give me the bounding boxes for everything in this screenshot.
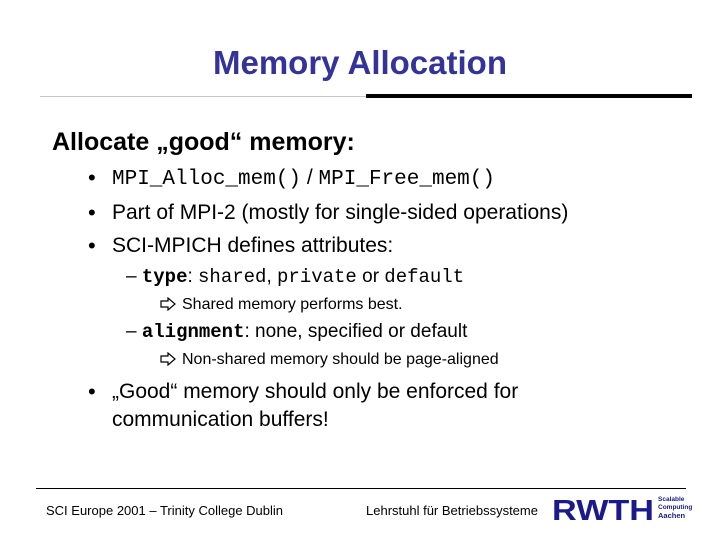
bullet-item-1 <box>88 164 495 194</box>
note-text: Shared memory performs best. <box>182 296 403 313</box>
alignment-values: : none, specified or default <box>244 321 468 342</box>
bullet-icon: • <box>88 165 96 190</box>
right-arrow-icon <box>160 297 176 316</box>
logo-line1: Scalable <box>658 496 685 503</box>
function-alloc: MPI_Alloc_mem() <box>112 168 302 191</box>
note-2 <box>160 351 499 371</box>
bullet-text-line1: „Good“ memory should only be enforced for <box>112 380 519 403</box>
dash: – <box>126 266 137 287</box>
comma: , <box>266 266 278 287</box>
bullet-text: Part of MPI-2 (mostly for single-sided operations) <box>112 201 569 224</box>
footer-rule <box>36 488 686 489</box>
bullet-item-2 <box>88 199 569 227</box>
function-separator: / <box>301 166 319 189</box>
logo-line2: Computing <box>658 504 692 511</box>
bullet-text-line2: communication buffers! <box>112 408 329 431</box>
logo-main: RWTH <box>552 495 654 523</box>
bullet-icon: • <box>88 233 96 258</box>
right-arrow-icon <box>160 352 176 371</box>
attr-key-alignment: alignment <box>141 321 245 343</box>
bullet-text: SCI-MPICH defines attributes: <box>112 234 394 257</box>
bullet-item-3 <box>88 232 394 260</box>
attr-key-type: type <box>141 266 188 288</box>
rwth-logo <box>552 493 692 523</box>
value-private: private <box>277 266 357 288</box>
sub-item-alignment <box>126 321 467 343</box>
value-default: default <box>384 266 465 288</box>
note-text: Non-shared memory should be page-aligned <box>182 351 499 368</box>
logo-line3: Aachen <box>658 511 686 520</box>
dash: – <box>126 321 137 342</box>
bullet-icon: • <box>88 379 96 404</box>
title-rule <box>366 94 692 98</box>
title-rule-shadow <box>40 96 366 97</box>
or-text: or <box>356 266 385 287</box>
colon: : <box>187 266 199 287</box>
footer-institution: Lehrstuhl für Betriebssysteme <box>366 503 538 518</box>
slide-heading: Allocate „good“ memory: <box>52 128 355 156</box>
function-free: MPI_Free_mem() <box>318 168 495 191</box>
sub-item-type <box>126 266 464 288</box>
note-1 <box>160 296 403 316</box>
slide-title: Memory Allocation <box>213 44 507 81</box>
footer-left-text: SCI Europe 2001 – Trinity College Dublin <box>46 503 284 518</box>
value-shared: shared <box>198 266 267 288</box>
bullet-item-4 <box>88 378 519 434</box>
bullet-icon: • <box>88 200 96 225</box>
